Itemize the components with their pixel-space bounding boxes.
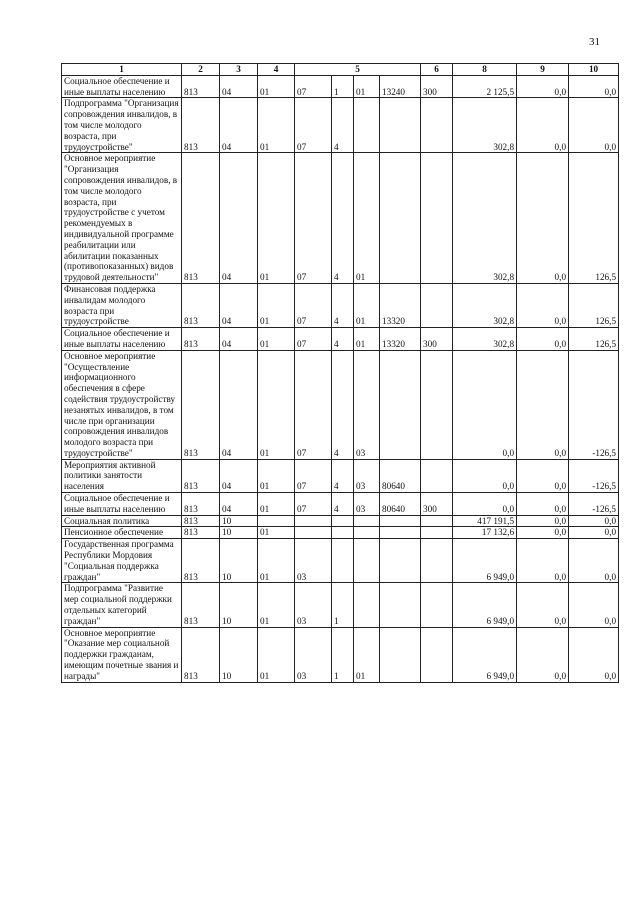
row-cell-c2: 813: [182, 583, 220, 627]
row-cell-c5c: 03: [354, 493, 380, 516]
row-cell-c6: [421, 627, 453, 682]
row-cell-c4: 01: [258, 493, 295, 516]
row-cell-c5d: [380, 539, 421, 583]
row-cell-c5a: 07: [295, 153, 332, 284]
row-cell-c5a: 07: [295, 75, 332, 98]
row-cell-c3: 04: [220, 493, 258, 516]
row-cell-c3: 10: [220, 627, 258, 682]
row-cell-c5b: 1: [332, 627, 354, 682]
row-cell-c9: 0,0: [517, 583, 569, 627]
page-number: 31: [589, 36, 600, 48]
table-row: [62, 583, 619, 627]
row-name-cell: Основное мероприятие "Организация сопровождения инвалидов, в том числе молодого возраста, при трудоустройстве с учетом рекомендуемых в индивидуальной программе реабилитации или абилитации показанных (противопоказанных) видов трудовой деятельности": [62, 153, 182, 284]
row-cell-c5c: [354, 527, 380, 539]
row-cell-c5d: [380, 627, 421, 682]
row-cell-c4: 01: [258, 98, 295, 153]
row-cell-c5b: 4: [332, 98, 354, 153]
row-cell-c10: 126,5: [569, 328, 619, 351]
row-cell-c6: [421, 539, 453, 583]
row-cell-c10: 0,0: [569, 539, 619, 583]
row-cell-c5d: [380, 350, 421, 459]
row-cell-c8: 302,8: [453, 153, 517, 284]
row-cell-c8: 0,0: [453, 350, 517, 459]
row-cell-c6: [421, 583, 453, 627]
row-cell-c5b: [332, 515, 354, 527]
row-cell-c3: 10: [220, 527, 258, 539]
row-cell-c10: -126,5: [569, 350, 619, 459]
row-cell-c8: 302,8: [453, 328, 517, 351]
row-cell-c5a: 03: [295, 627, 332, 682]
row-cell-c5c: 01: [354, 283, 380, 327]
budget-table: [61, 63, 619, 683]
row-cell-c9: 0,0: [517, 283, 569, 327]
row-cell-c6: [421, 527, 453, 539]
row-cell-c3: 10: [220, 539, 258, 583]
table-row: [62, 527, 619, 539]
row-cell-c3: 10: [220, 583, 258, 627]
row-cell-c8: 17 132,6: [453, 527, 517, 539]
header-cell: 4: [258, 64, 295, 76]
row-cell-c10: 0,0: [569, 627, 619, 682]
row-cell-c3: 04: [220, 75, 258, 98]
row-cell-c5b: [332, 539, 354, 583]
row-cell-c2: 813: [182, 527, 220, 539]
row-cell-c10: 126,5: [569, 283, 619, 327]
row-cell-c3: 04: [220, 459, 258, 492]
header-cell: 1: [62, 64, 182, 76]
row-cell-c3: 04: [220, 98, 258, 153]
row-cell-c8: 6 949,0: [453, 583, 517, 627]
row-cell-c9: 0,0: [517, 627, 569, 682]
row-cell-c5d: 80640: [380, 459, 421, 492]
row-cell-c2: 813: [182, 539, 220, 583]
row-cell-c2: 813: [182, 459, 220, 492]
row-name-cell: Социальное обеспечение и иные выплаты населению: [62, 328, 182, 351]
row-cell-c3: 04: [220, 153, 258, 284]
row-cell-c6: 300: [421, 493, 453, 516]
row-cell-c5c: 03: [354, 350, 380, 459]
row-cell-c5d: [380, 515, 421, 527]
table-row: [62, 75, 619, 98]
row-cell-c2: 813: [182, 75, 220, 98]
row-name-cell: Социальное обеспечение и иные выплаты населению: [62, 493, 182, 516]
header-cell: 5: [295, 64, 421, 76]
row-cell-c5c: 01: [354, 328, 380, 351]
row-cell-c5b: 4: [332, 283, 354, 327]
row-cell-c5a: 07: [295, 350, 332, 459]
row-cell-c4: 01: [258, 153, 295, 284]
row-cell-c2: 813: [182, 98, 220, 153]
row-cell-c9: 0,0: [517, 75, 569, 98]
row-cell-c5a: 03: [295, 539, 332, 583]
header-cell: 2: [182, 64, 220, 76]
row-cell-c5a: 07: [295, 459, 332, 492]
row-cell-c3: 04: [220, 328, 258, 351]
table-row: [62, 98, 619, 153]
row-cell-c5a: [295, 527, 332, 539]
row-cell-c4: 01: [258, 583, 295, 627]
row-cell-c5c: 03: [354, 459, 380, 492]
row-cell-c5a: 07: [295, 328, 332, 351]
row-cell-c8: 302,8: [453, 283, 517, 327]
table-row: [62, 153, 619, 284]
row-cell-c5c: [354, 98, 380, 153]
table-row: [62, 627, 619, 682]
row-name-cell: Социальное обеспечение и иные выплаты населению: [62, 75, 182, 98]
row-cell-c8: 6 949,0: [453, 627, 517, 682]
row-cell-c8: 0,0: [453, 493, 517, 516]
row-cell-c6: 300: [421, 75, 453, 98]
row-name-cell: Подпрограмма "Развитие мер социальной поддержки отдельных категорий граждан": [62, 583, 182, 627]
table-header-row: [62, 64, 619, 76]
row-cell-c5b: 4: [332, 153, 354, 284]
row-cell-c9: 0,0: [517, 153, 569, 284]
row-cell-c5c: 01: [354, 75, 380, 98]
row-cell-c2: 813: [182, 283, 220, 327]
row-cell-c5d: 13240: [380, 75, 421, 98]
row-cell-c10: 0,0: [569, 75, 619, 98]
row-cell-c4: 01: [258, 350, 295, 459]
row-cell-c10: 0,0: [569, 527, 619, 539]
row-cell-c5b: [332, 527, 354, 539]
header-cell: 9: [517, 64, 569, 76]
row-cell-c5d: 13320: [380, 328, 421, 351]
row-cell-c5d: [380, 583, 421, 627]
row-cell-c4: 01: [258, 627, 295, 682]
row-name-cell: Основное мероприятие "Осуществление информационного обеспечения в сфере содействия трудоустройству незанятых инвалидов, в том числе при организации сопровождения инвалидов молодого возраста при трудоустройстве": [62, 350, 182, 459]
row-cell-c5d: [380, 527, 421, 539]
row-cell-c4: 01: [258, 283, 295, 327]
row-cell-c10: 0,0: [569, 98, 619, 153]
row-cell-c2: 813: [182, 493, 220, 516]
row-cell-c5c: 01: [354, 627, 380, 682]
row-cell-c3: 04: [220, 350, 258, 459]
row-cell-c5b: 4: [332, 350, 354, 459]
row-cell-c9: 0,0: [517, 539, 569, 583]
row-cell-c5c: 01: [354, 153, 380, 284]
row-cell-c5b: 4: [332, 459, 354, 492]
table-row: [62, 350, 619, 459]
row-cell-c8: 0,0: [453, 459, 517, 492]
row-cell-c9: 0,0: [517, 527, 569, 539]
header-cell: 10: [569, 64, 619, 76]
table-row: [62, 328, 619, 351]
row-cell-c5c: [354, 515, 380, 527]
row-cell-c5d: [380, 98, 421, 153]
row-cell-c10: -126,5: [569, 459, 619, 492]
table-row: [62, 493, 619, 516]
row-cell-c4: [258, 515, 295, 527]
row-cell-c5d: 80640: [380, 493, 421, 516]
row-name-cell: Государственная программа Республики Мордовия "Социальная поддержка граждан": [62, 539, 182, 583]
row-cell-c10: 126,5: [569, 153, 619, 284]
header-cell: 3: [220, 64, 258, 76]
row-cell-c6: [421, 515, 453, 527]
row-name-cell: Мероприятия активной политики занятости населения: [62, 459, 182, 492]
row-cell-c5c: [354, 583, 380, 627]
row-cell-c10: 0,0: [569, 583, 619, 627]
table-row: [62, 539, 619, 583]
row-cell-c6: [421, 459, 453, 492]
row-cell-c4: 01: [258, 527, 295, 539]
row-cell-c6: [421, 283, 453, 327]
table-row: [62, 515, 619, 527]
row-cell-c5a: 07: [295, 283, 332, 327]
row-cell-c9: 0,0: [517, 98, 569, 153]
row-cell-c2: 813: [182, 627, 220, 682]
row-cell-c9: 0,0: [517, 350, 569, 459]
row-cell-c3: 10: [220, 515, 258, 527]
row-cell-c8: 2 125,5: [453, 75, 517, 98]
row-name-cell: Финансовая поддержка инвалидам молодого возраста при трудоустройстве: [62, 283, 182, 327]
row-cell-c2: 813: [182, 153, 220, 284]
row-cell-c10: -126,5: [569, 493, 619, 516]
row-cell-c4: 01: [258, 459, 295, 492]
row-cell-c5c: [354, 539, 380, 583]
row-cell-c5a: [295, 515, 332, 527]
row-cell-c5b: 1: [332, 75, 354, 98]
row-cell-c5a: 07: [295, 493, 332, 516]
row-cell-c6: [421, 98, 453, 153]
row-cell-c4: 01: [258, 328, 295, 351]
row-name-cell: Основное мероприятие "Оказание мер социальной поддержки гражданам, имеющим почетные звания и награды": [62, 627, 182, 682]
table-row: [62, 459, 619, 492]
table-row: [62, 283, 619, 327]
row-cell-c6: [421, 350, 453, 459]
row-name-cell: Пенсионное обеспечение: [62, 527, 182, 539]
row-name-cell: Социальная политика: [62, 515, 182, 527]
row-cell-c2: 813: [182, 328, 220, 351]
row-cell-c9: 0,0: [517, 328, 569, 351]
row-cell-c9: 0,0: [517, 515, 569, 527]
row-cell-c2: 813: [182, 515, 220, 527]
row-cell-c9: 0,0: [517, 493, 569, 516]
row-name-cell: Подпрограмма "Организация сопровождения инвалидов, в том числе молодого возраста, при трудоустройстве": [62, 98, 182, 153]
row-cell-c4: 01: [258, 539, 295, 583]
row-cell-c5b: 4: [332, 328, 354, 351]
row-cell-c6: 300: [421, 328, 453, 351]
row-cell-c8: 6 949,0: [453, 539, 517, 583]
row-cell-c3: 04: [220, 283, 258, 327]
row-cell-c8: 417 191,5: [453, 515, 517, 527]
row-cell-c6: [421, 153, 453, 284]
row-cell-c9: 0,0: [517, 459, 569, 492]
header-cell: 8: [453, 64, 517, 76]
row-cell-c5b: 1: [332, 583, 354, 627]
row-cell-c5a: 07: [295, 98, 332, 153]
row-cell-c5b: 4: [332, 493, 354, 516]
row-cell-c4: 01: [258, 75, 295, 98]
row-cell-c5a: 03: [295, 583, 332, 627]
row-cell-c5d: 13320: [380, 283, 421, 327]
row-cell-c2: 813: [182, 350, 220, 459]
row-cell-c10: 0,0: [569, 515, 619, 527]
row-cell-c8: 302,8: [453, 98, 517, 153]
row-cell-c5d: [380, 153, 421, 284]
header-cell: 6: [421, 64, 453, 76]
